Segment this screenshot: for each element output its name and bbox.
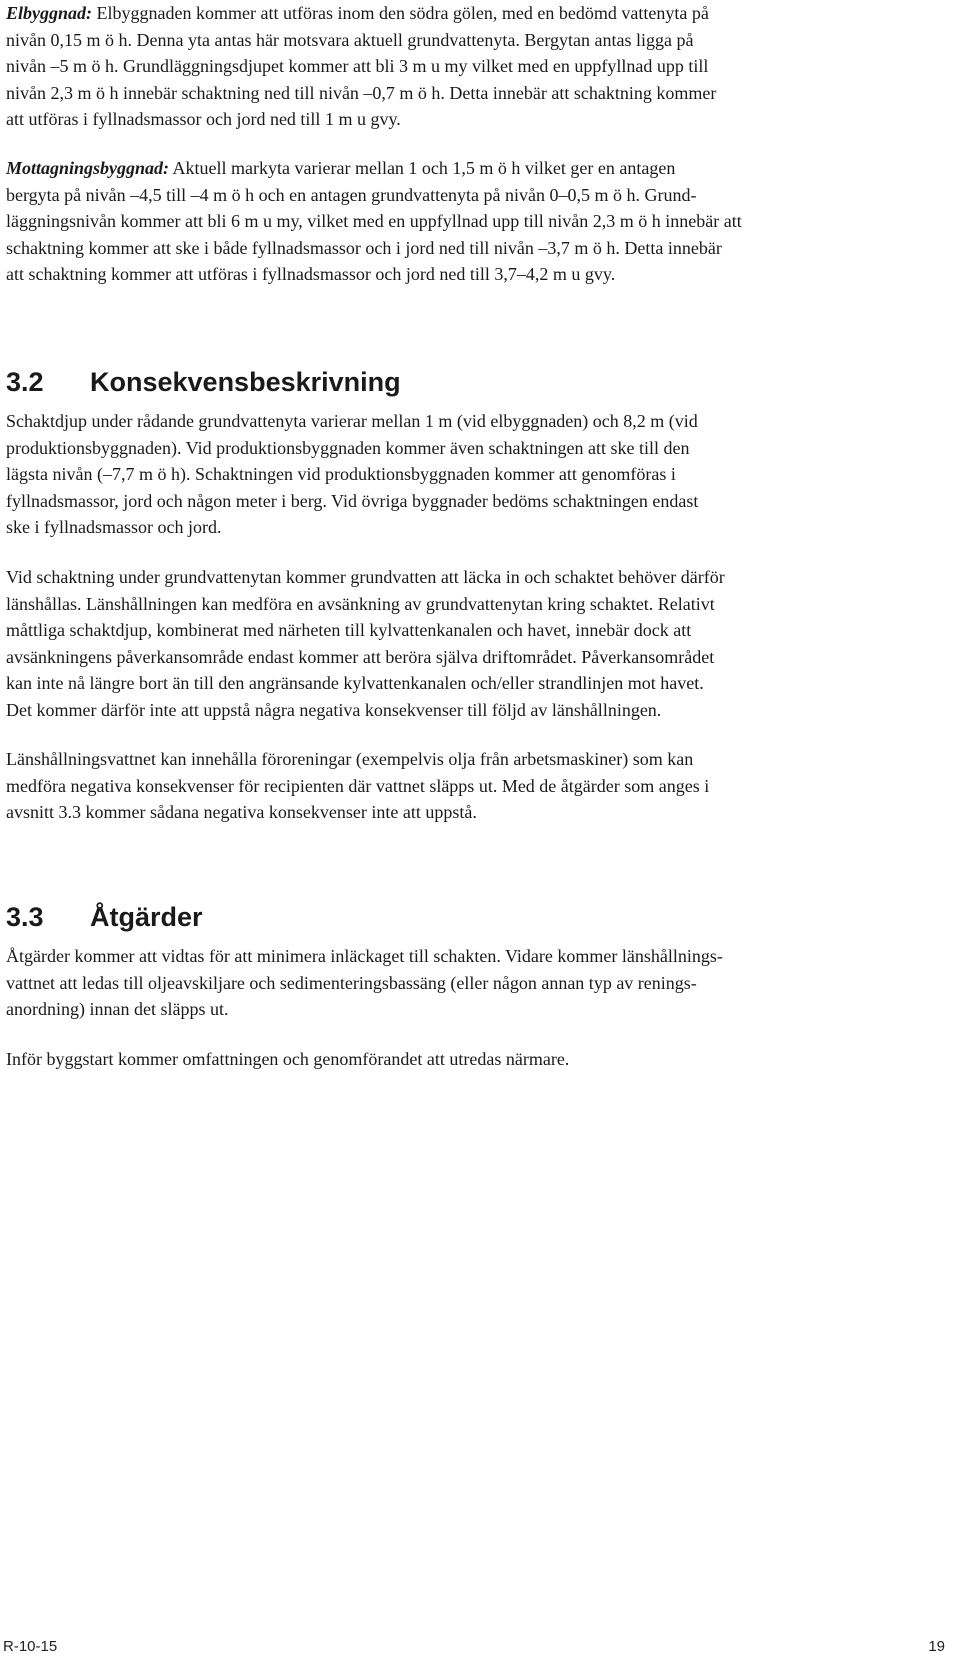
paragraph-3-2-1: [6, 408, 698, 541]
paragraph-3-2-2: [6, 564, 725, 723]
text-line: avsänkningens påverkansområde endast kommer att beröra själva driftområdet. Påverkansområdet: [6, 646, 715, 667]
text-line: Åtgärder kommer att vidtas för att minimera inläckaget till schakten. Vidare kommer länshållnings-: [6, 946, 723, 966]
text-line: ske i fyllnadsmassor och jord.: [6, 517, 222, 537]
paragraph-3-2-3: [6, 746, 709, 826]
text-line: fyllnadsmassor, jord och någon meter i berg. Vid övriga byggnader bedöms schaktningen endast: [6, 490, 699, 511]
text-line: Länshållningsvattnet kan innehålla föroreningar (exempelvis olja från arbetsmaskiner) som kan: [6, 749, 694, 769]
section-heading-3-3: [6, 900, 203, 934]
text-line: nivån –5 m ö h. Grundläggningsdjupet kommer att bli 3 m u my vilket med en uppfyllnad upp till: [6, 56, 709, 76]
text-line: bergyta på nivån –4,5 till –4 m ö h och en antagen grundvattenyta på nivån 0–0,5 m ö h. Grund-: [6, 184, 697, 205]
text-line: medföra negativa konsekvenser för recipienten där vattnet släpps ut. Med de åtgärder som anges i: [6, 775, 710, 796]
text-line: anordning) innan det släpps ut.: [6, 999, 229, 1019]
text-line: nivån 0,15 m ö h. Denna yta antas här motsvara aktuell grundvattenyta. Bergytan antas ligga på: [6, 29, 694, 50]
text-line: schaktning kommer att ske i både fyllnadsmassor och i jord ned till nivån –3,7 m ö h. Detta innebär: [6, 237, 722, 258]
text-line: måttliga schaktdjup, kombinerat med närheten till kylvattenkanalen och havet, innebär dock att: [6, 620, 692, 640]
text-line: Schaktdjup under rådande grundvattenyta varierar mellan 1 m (vid elbyggnaden) och 8,2 m (vid: [6, 411, 698, 431]
text-line: Elbyggnaden kommer att utföras inom den södra gölen, med en bedömd vattenyta på: [92, 3, 709, 23]
footer-page-number: 19: [928, 1638, 945, 1655]
text-line: läggningsnivån kommer att bli 6 m u my, vilket med en uppfyllnad upp till nivån 2,3 m ö h innebär att: [6, 211, 742, 231]
text-line: vattnet att ledas till oljeavskiljare och sedimenteringsbassäng (eller någon annan typ av renings-: [6, 972, 697, 993]
section-number: 3.2: [6, 367, 44, 397]
section-number: 3.3: [6, 902, 44, 932]
section-heading-3-2: [6, 365, 401, 399]
text-line: lägsta nivån (–7,7 m ö h). Schaktningen vid produktionsbyggnaden kommer att genomföras i: [6, 464, 676, 484]
text-line: Det kommer därför inte att uppstå några negativa konsekvenser till följd av länshållningen.: [6, 699, 662, 720]
text-line: Inför byggstart kommer omfattningen och genomförandet att utredas närmare.: [6, 1049, 570, 1069]
paragraph-elbyggnad: [6, 0, 716, 133]
text-line: att schaktning kommer att utföras i fyllnadsmassor och jord ned till 3,7–4,2 m u gvy.: [6, 264, 616, 284]
paragraph-3-3-2: [6, 1046, 569, 1073]
text-line: länshållas. Länshållningen kan medföra en avsänkning av grundvattenytan kring schaktet. Relativt: [6, 593, 715, 614]
text-line: avsnitt 3.3 kommer sådana negativa konsekvenser inte att uppstå.: [6, 802, 477, 822]
text-line: nivån 2,3 m ö h innebär schaktning ned till nivån –0,7 m ö h. Detta innebär att schaktning kommer: [6, 82, 717, 103]
footer-report-id: R-10-15: [3, 1638, 58, 1655]
section-title: Konsekvensbeskrivning: [90, 367, 401, 397]
paragraph-lead-mottagningsbyggnad: Mottagningsbyggnad:: [6, 158, 170, 178]
section-title: Åtgärder: [90, 902, 203, 932]
text-line: Aktuell markyta varierar mellan 1 och 1,5 m ö h vilket ger en antagen: [169, 158, 676, 178]
paragraph-mottagningsbyggnad: [6, 155, 742, 288]
paragraph-lead-elbyggnad: Elbyggnad:: [6, 3, 93, 23]
text-line: produktionsbyggnaden). Vid produktionsbyggnaden kommer även schaktningen att ske till den: [6, 437, 690, 458]
text-line: att utföras i fyllnadsmassor och jord ned till 1 m u gvy.: [6, 109, 401, 129]
paragraph-3-3-1: [6, 943, 723, 1023]
text-line: kan inte nå längre bort än till den angränsande kylvattenkanalen och/eller strandlinjen mot havet.: [6, 673, 704, 693]
text-line: Vid schaktning under grundvattenytan kommer grundvatten att läcka in och schaktet behöver därför: [6, 567, 725, 587]
